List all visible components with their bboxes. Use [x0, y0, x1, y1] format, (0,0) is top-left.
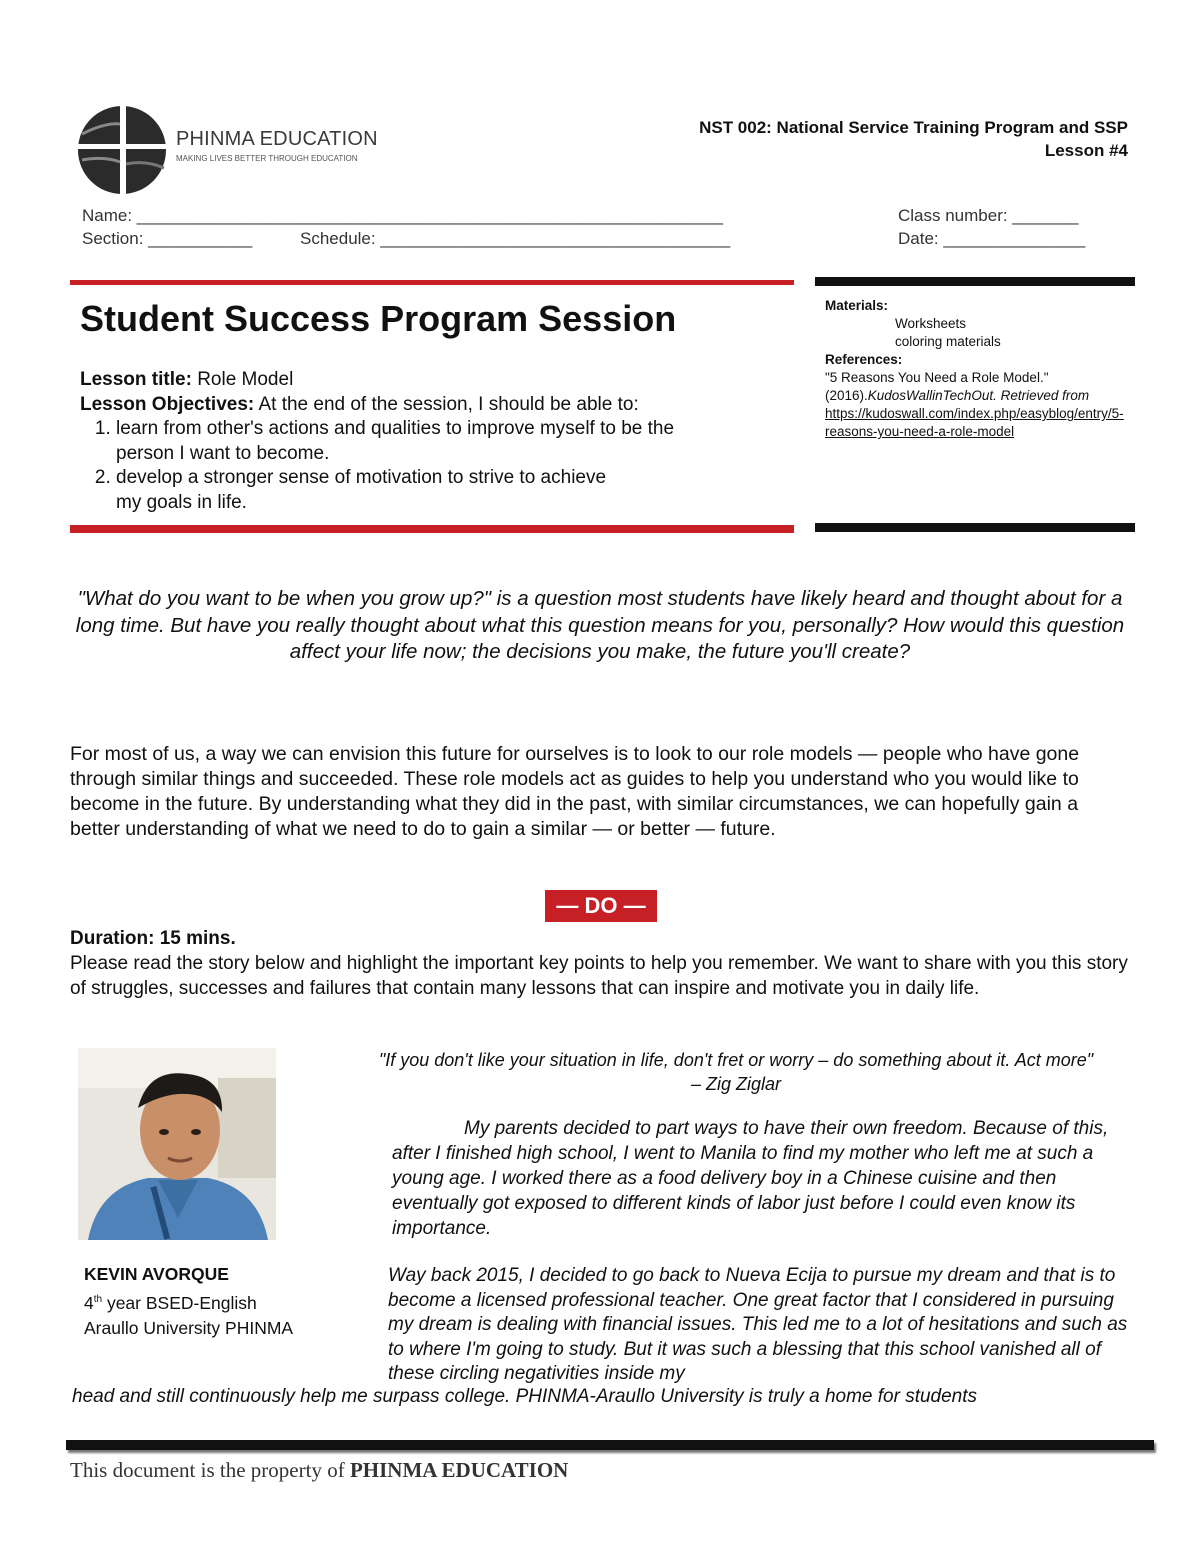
footer-prefix: This document is the property of: [70, 1458, 350, 1482]
lesson-title-label: Lesson title:: [80, 369, 192, 390]
profile-school: Araullo University PHINMA: [84, 1317, 294, 1338]
date-field[interactable]: Date: _______________: [898, 229, 1086, 248]
objectives-label: Lesson Objectives:: [80, 393, 255, 415]
objectives-list: [80, 417, 780, 515]
instructions-text: Please read the story below and highlight the important key points to help you remember. We want to share with you this story of struggles, successes and failures that contain many lessons that can inspire and motivate you in daily life.: [70, 953, 1128, 999]
reference-link[interactable]: https://kudoswall.com/index.php/easyblog/entry/5-reasons-you-need-a-role-model: [825, 406, 1124, 439]
intro-paragraph: For most of us, a way we can envision this future for ourselves is to look to our role models — people who have gone through similar things and succeeded. These role models act as guides to help you understand who you would like to become in the future. By understanding what they did in the past, with similar circumstances, we can hopefully gain a better understanding of what we need to do to gain a similar — or better — future.: [70, 743, 1080, 840]
story-paragraph-1: My parents decided to part ways to have their own freedom. Because of this, after I finished high school, I went to Manila to find my mother who left me at such a young age. I worked there as a food delivery boy in a Chinese cuisine and then eventually got exposed to different kinds of labor just before I could even know its importance.: [392, 1118, 1109, 1239]
divider-black-bottom: [815, 523, 1135, 532]
footer-org: PHINMA EDUCATION: [349, 1458, 569, 1482]
course-header: [699, 116, 1128, 162]
student-portrait-icon: [78, 1048, 276, 1240]
footer-divider: [66, 1440, 1154, 1450]
profile-name: KEVIN AVORQUE: [84, 1264, 229, 1284]
divider-red-bottom: [70, 525, 794, 533]
quote-author: – Zig Ziglar: [690, 1074, 782, 1094]
class-number-field[interactable]: Class number: _______: [898, 206, 1079, 225]
ziglar-quote: [340, 1048, 1132, 1096]
material-item: coloring materials: [895, 334, 1001, 349]
quote-text: "If you don't like your situation in life, don't fret or worry – do something about it. Act more": [378, 1050, 1094, 1070]
profile-year: 4th year BSED-English: [84, 1292, 257, 1313]
intro-quote: "What do you want to be when you grow up?" is a question most students have likely heard and thought about for a long time. But have you really thought about what this question means for you, personally? How would this question affect your life now; the decisions you make, the future you'll create?: [75, 587, 1125, 663]
objectives-intro: At the end of the session, I should be able to:: [258, 393, 639, 415]
profile-photo: [78, 1048, 276, 1240]
lesson-info: [80, 368, 780, 515]
material-item: Worksheets: [895, 316, 967, 331]
materials-label: Materials:: [825, 298, 889, 313]
story-paragraph-2: Way back 2015, I decided to go back to Nueva Ecija to pursue my dream and that is to become a licensed professional teacher. One great factor that I considered in pursuing my dream is dealing with financial issues. This led me to a lot of hesitations and such as to where I'm going to study. But it was such a blessing that this school vanished all of these circling negativities inside my: [388, 1265, 1128, 1384]
schedule-field[interactable]: Schedule: _____________________________________: [300, 229, 731, 248]
student-info-fields: [82, 206, 1132, 252]
objective-item: 2. develop a stronger sense of motivation to strive to achieve my goals in life.: [116, 466, 616, 515]
story-paragraph-2-continued: head and still continuously help me surpass college. PHINMA-Araullo University is truly a home for students: [72, 1386, 978, 1407]
do-instructions: [70, 926, 1132, 1001]
objective-item: 1. learn from other's actions and qualities to improve myself to be the person I want to become.: [116, 417, 696, 466]
phinma-emblem-icon: [76, 104, 168, 196]
logo-tagline: MAKING LIVES BETTER THROUGH EDUCATION: [176, 154, 358, 163]
reference-italic: KudosWallinTechOut. Retrieved from: [867, 388, 1090, 403]
profile-caption: [84, 1262, 293, 1341]
reference-text: "5 Reasons You Need a Role Model." (2016).: [825, 370, 1049, 403]
do-badge: — DO —: [545, 890, 657, 922]
duration: Duration: 15 mins.: [70, 928, 236, 949]
lesson-title: Role Model: [197, 369, 294, 390]
course-title: NST 002: National Service Training Program and SSP: [699, 118, 1128, 137]
materials-references: [825, 297, 1125, 441]
page-title: Student Success Program Session: [80, 298, 677, 339]
lesson-number: Lesson #4: [1044, 141, 1128, 160]
logo-name: PHINMA EDUCATION: [176, 128, 378, 150]
footer-note: [70, 1458, 568, 1483]
divider-black-top: [815, 277, 1135, 286]
section-field[interactable]: Section: ___________: [82, 229, 253, 248]
divider-red-top: [70, 280, 794, 285]
references-label: References:: [825, 352, 903, 367]
name-field[interactable]: Name: ______________________________________________________________: [82, 206, 723, 225]
phinma-logo: [76, 104, 376, 196]
